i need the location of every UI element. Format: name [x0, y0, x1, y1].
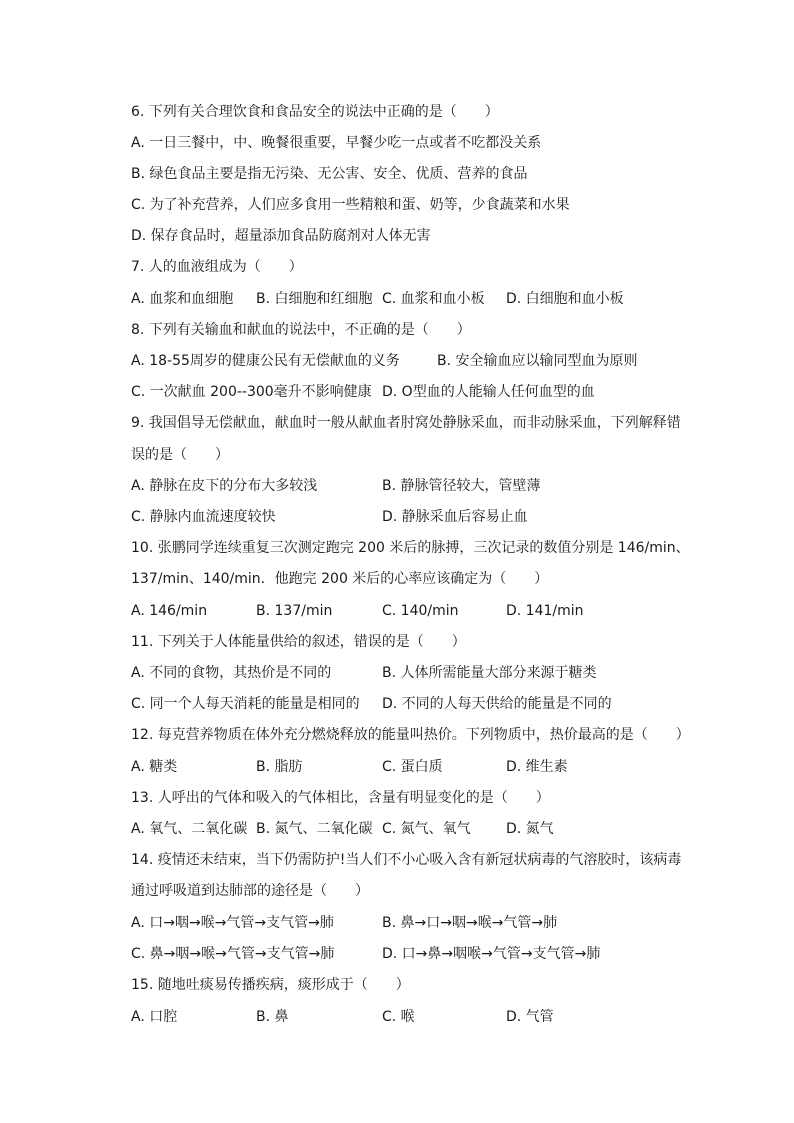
question-12-option-b: B. 脂肪: [256, 759, 303, 775]
question-9-stem-continued: 误的是（ ）: [131, 447, 229, 463]
question-10-option-d: D. 141/min: [506, 603, 584, 619]
question-8-stem: 8. 下列有关输血和献血的说法中，不正确的是（ ）: [131, 322, 471, 338]
question-8-option-d: D. O型血的人能输人任何血型的血: [382, 384, 595, 400]
question-10-option-c: C. 140/min: [382, 603, 459, 619]
question-6-option-a: A. 一日三餐中，中、晚餐很重要，早餐少吃一点或者不吃都没关系: [131, 135, 542, 151]
question-10-option-b: B. 137/min: [256, 603, 333, 619]
question-6-option-c: C. 为了补充营养，人们应多食用一些精粮和蛋、奶等，少食蔬菜和水果: [131, 197, 570, 213]
question-11-option-c: C. 同一个人每天消耗的能量是相同的: [131, 696, 360, 712]
question-13-option-b: B. 氮气、二氧化碳: [256, 821, 373, 837]
question-6-stem: 6. 下列有关合理饮食和食品安全的说法中正确的是（ ）: [131, 104, 499, 120]
question-14-option-b: B. 鼻→口→咽→喉→气管→肺: [382, 915, 558, 931]
question-14-option-d: D. 口→鼻→咽喉→气管→支气管→肺: [382, 946, 601, 962]
question-7-option-a: A. 血浆和血细胞: [131, 291, 234, 307]
question-6-option-b: B. 绿色食品主要是指无污染、无公害、安全、优质、营养的食品: [131, 166, 528, 182]
question-10-option-a: A. 146/min: [131, 603, 208, 619]
question-9-option-d: D. 静脉采血后容易止血: [382, 509, 528, 525]
question-10-stem-continued: 137/min、140/min．他跑完 200 米后的心率应该确定为（ ）: [131, 571, 549, 587]
question-10-stem: 10. 张鹏同学连续重复三次测定跑完 200 米后的脉搏，三次记录的数值分别是 146/min、: [131, 540, 690, 556]
question-14-option-c: C. 鼻→咽→喉→气管→支气管→肺: [131, 946, 335, 962]
question-11-option-d: D. 不同的人每天供给的能量是不同的: [382, 696, 612, 712]
question-15-option-d: D. 气管: [506, 1009, 554, 1025]
question-9-stem: 9. 我国倡导无偿献血，献血时一般从献血者肘窝处静脉采血，而非动脉采血，下列解释错: [131, 415, 681, 431]
question-13-option-c: C. 氮气、氧气: [382, 821, 471, 837]
question-14-stem: 14. 疫情还未结束，当下仍需防护!当人们不小心吸入含有新冠状病毒的气溶胶时，该病毒: [131, 852, 682, 868]
question-11-stem: 11. 下列关于人体能量供给的叙述，错误的是（ ）: [131, 634, 466, 650]
question-7-option-c: C. 血浆和血小板: [382, 291, 485, 307]
question-9-option-a: A. 静脉在皮下的分布大多较浅: [131, 478, 318, 494]
question-11-option-b: B. 人体所需能量大部分来源于糖类: [382, 665, 597, 681]
question-12-stem: 12. 每克营养物质在体外充分燃烧释放的能量叫热价。下列物质中，热价最高的是（ ）: [131, 727, 690, 743]
question-12-option-c: C. 蛋白质: [382, 759, 443, 775]
question-15-option-c: C. 喉: [382, 1009, 415, 1025]
question-15-stem: 15. 随地吐痰易传播疾病，痰形成于（ ）: [131, 977, 410, 993]
question-12-option-d: D. 维生素: [506, 759, 568, 775]
question-6-option-d: D. 保存食品时，超量添加食品防腐剂对人体无害: [131, 228, 431, 244]
question-7-option-d: D. 白细胞和血小板: [506, 291, 624, 307]
question-13-stem: 13. 人呼出的气体和吸入的气体相比，含量有明显变化的是（ ）: [131, 790, 550, 806]
question-8-option-a: A. 18-55周岁的健康公民有无偿献血的义务: [131, 353, 400, 369]
question-15-option-b: B. 鼻: [256, 1009, 289, 1025]
question-7-stem: 7. 人的血液组成为（ ）: [131, 259, 303, 275]
question-15-option-a: A. 口腔: [131, 1009, 178, 1025]
question-13-option-d: D. 氮气: [506, 821, 554, 837]
question-8-option-c: C. 一次献血 200--300毫升不影响健康: [131, 384, 372, 400]
question-11-option-a: A. 不同的食物，其热价是不同的: [131, 665, 332, 681]
question-9-option-b: B. 静脉管径较大，管壁薄: [382, 478, 541, 494]
question-14-option-a: A. 口→咽→喉→气管→支气管→肺: [131, 915, 334, 931]
question-14-stem-continued: 通过呼吸道到达肺部的途径是（ ）: [131, 883, 369, 899]
question-13-option-a: A. 氧气、二氧化碳: [131, 821, 248, 837]
question-8-option-b: B. 安全输血应以输同型血为原则: [437, 353, 638, 369]
question-7-option-b: B. 白细胞和红细胞: [256, 291, 373, 307]
question-12-option-a: A. 糖类: [131, 759, 178, 775]
question-9-option-c: C. 静脉内血流速度较快: [131, 509, 276, 525]
